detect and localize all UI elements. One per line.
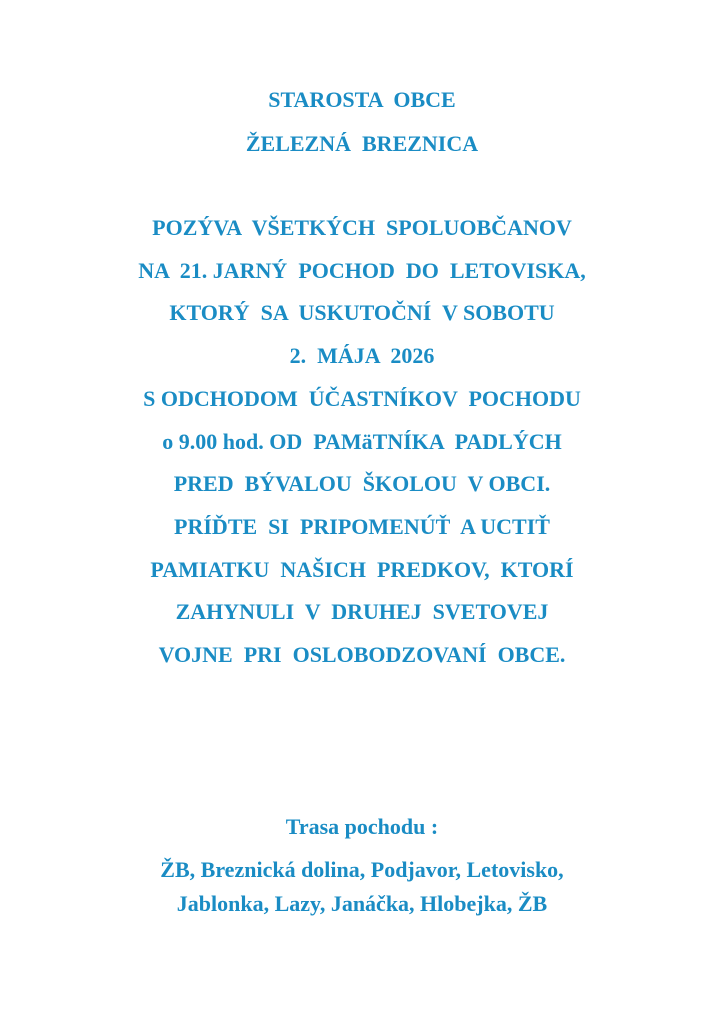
invitation-line: PRED BÝVALOU ŠKOLOU V OBCI. (173, 471, 551, 496)
invitation-line: ZAHYNULI V DRUHEJ SVETOVEJ (175, 599, 549, 624)
invitation-line: o 9.00 hod. OD PAMäTNÍKA PADLÝCH (162, 429, 562, 454)
route-title: Trasa pochodu : (285, 814, 439, 839)
invitation-line: PRÍĎTE SI PRIPOMENÚŤ A UCTIŤ (174, 514, 550, 539)
invitation-line: S ODCHODOM ÚČASTNÍKOV POCHODU (143, 386, 581, 411)
invitation-line: NA 21. JARNÝ POCHOD DO LETOVISKA, (138, 258, 586, 283)
header-title-village: ŽELEZNÁ BREZNICA (245, 131, 479, 156)
invitation-date: 2. MÁJA 2026 (289, 343, 435, 368)
invitation-line: KTORÝ SA USKUTOČNÍ V SOBOTU (169, 300, 555, 325)
route-stops-line: ŽB, Breznická dolina, Podjavor, Letovisko, (160, 857, 564, 882)
invitation-line: POZÝVA VŠETKÝCH SPOLUOBČANOV (152, 215, 572, 240)
route-stops-line: Jablonka, Lazy, Janáčka, Hlobejka, ŽB (176, 891, 548, 916)
header-title-mayor: STAROSTA OBCE (268, 87, 456, 112)
invitation-line: PAMIATKU NAŠICH PREDKOV, KTORÍ (150, 557, 574, 582)
invitation-line: VOJNE PRI OSLOBODZOVANÍ OBCE. (158, 642, 566, 667)
